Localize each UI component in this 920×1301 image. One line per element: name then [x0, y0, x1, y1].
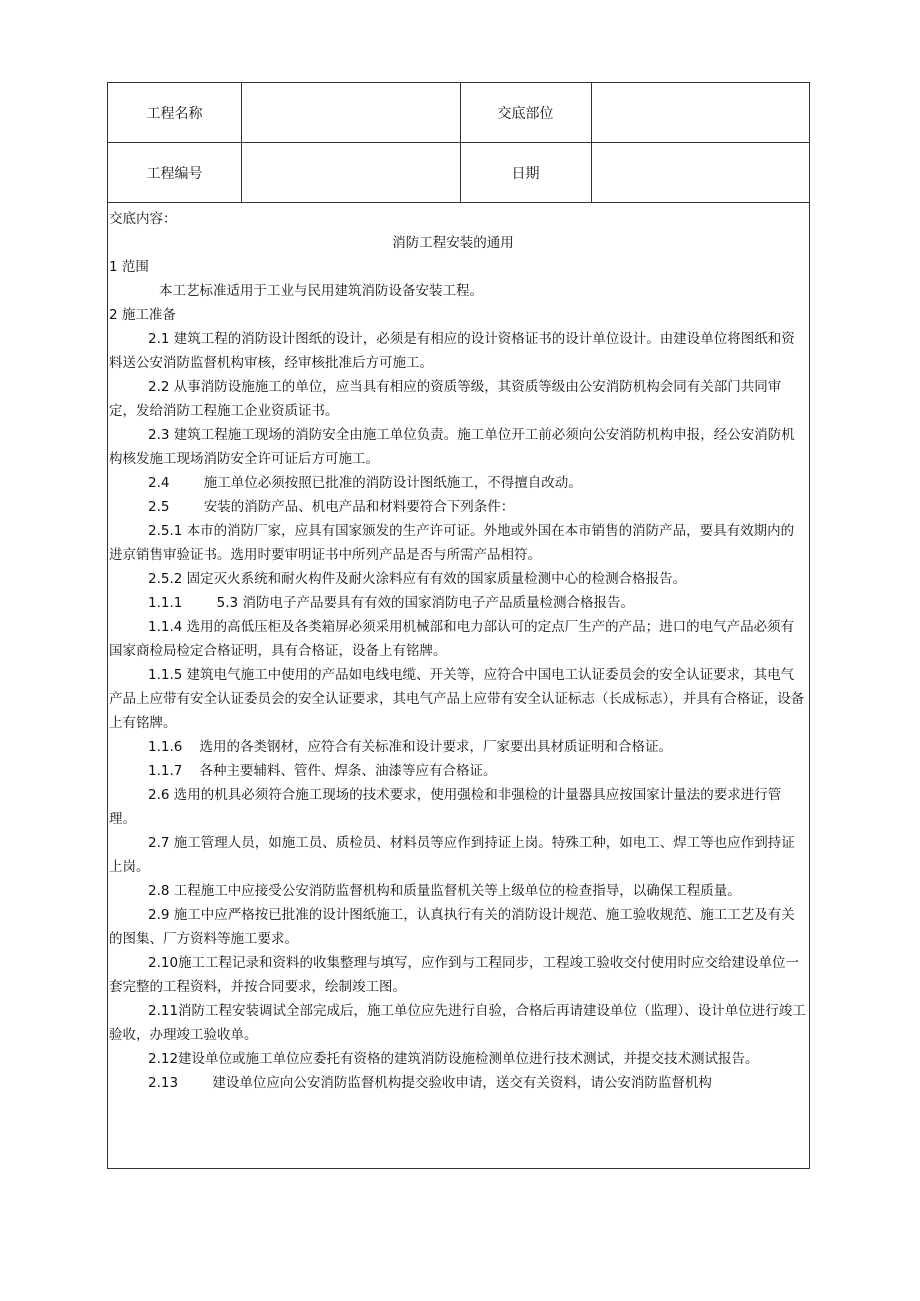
paragraph-2-6: 2.6 选用的机具必须符合施工现场的技术要求，使用强检和非强检的计量器具应按国家计量法的要求进行管理。 [109, 787, 782, 827]
paragraph-2-2: 2.2 从事消防设施施工的单位，应当具有相应的资质等级，其资质等级由公安消防机构会同有关部门共同审定，发给消防工程施工企业资质证书。 [109, 379, 782, 419]
paragraph-1-1-6: 1.1.6 选用的各类钢材，应符合有关标准和设计要求，厂家要出具材质证明和合格证。 [148, 739, 673, 755]
paragraph-2-11: 2.11消防工程安装调试全部完成后，施工单位应先进行自验，合格后再请建设单位（监理）、设计单位进行竣工验收，办理竣工验收单。 [109, 1003, 806, 1043]
paragraph-2-10: 2.10施工工程记录和资料的收集整理与填写，应作到与工程同步，工程竣工验收交付使用时应交给建设单位一套完整的工程资料，并按合同要求，绘制竣工图。 [109, 955, 800, 995]
paragraph-1-1-5: 1.1.5 建筑电气施工中使用的产品如电线电缆、开关等，应符合中国电工认证委员会的安全认证要求，其电气产品上应带有安全认证委员会的安全认证要求，其电气产品上应带有安全认证标志（长成标志），并具有合格证，设备上有铭牌。 [109, 667, 805, 731]
paragraph-2-13: 2.13 建设单位应向公安消防监督机构提交验收申请，送交有关资料，请公安消防监督机构 [148, 1075, 712, 1091]
divider [241, 83, 242, 202]
content-label: 交底内容： [109, 211, 177, 227]
paragraph-2-5-1: 2.5.1 本市的消防厂家，应具有国家颁发的生产许可证。外地或外国在本市销售的消防产品，要具有效期内的进京销售审验证书。选用时要审明证书中所列产品是否与所需产品相符。 [109, 523, 795, 563]
paragraph-2-3: 2.3 建筑工程施工现场的消防安全由施工单位负责。施工单位开工前必须向公安消防机构申报，经公安消防机构核发施工现场消防安全许可证后方可施工。 [109, 427, 795, 467]
section-2-heading: 2 施工准备 [109, 307, 176, 323]
paragraph-1-1-4: 1.1.4 选用的高低压柜及各类箱屏必须采用机械部和电力部认可的定点厂生产的产品；进口的电气产品必须有国家商检局检定合格证明，具有合格证，设备上有铭牌。 [109, 619, 795, 659]
header-row-2 [108, 143, 809, 203]
paragraph-2-7: 2.7 施工管理人员，如施工员、质检员、材料员等应作到持证上岗。特殊工种，如电工、焊工等也应作到持证上岗。 [109, 835, 795, 875]
section-1-text: 本工艺标准适用于工业与民用建筑消防设备安装工程。 [159, 283, 483, 299]
paragraph-2-9: 2.9 施工中应严格按已批准的设计图纸施工，认真执行有关的消防设计规范、施工验收规范、施工工艺及有关的图集、厂方资料等施工要求。 [109, 907, 795, 947]
paragraph-2-4: 2.4 施工单位必须按照已批准的消防设计图纸施工，不得擅自改动。 [148, 475, 582, 491]
section-1-heading: 1 范围 [109, 259, 149, 275]
project-number-value [241, 143, 460, 202]
paragraph-2-5: 2.5 安装的消防产品、机电产品和材料要符合下列条件： [148, 499, 515, 515]
paragraph-2-1: 2.1 建筑工程的消防设计图纸的设计，必须是有相应的设计资格证书的设计单位设计。由建设单位将图纸和资料送公安消防监督机构审核，经审核批准后方可施工。 [109, 331, 795, 371]
date-label: 日期 [511, 165, 540, 182]
document-title: 消防工程安装的通用 [392, 235, 514, 251]
project-name-label: 工程名称 [146, 105, 203, 122]
project-name-value [241, 83, 460, 142]
date-value [591, 143, 809, 202]
paragraph-2-5-2: 2.5.2 固定灭火系统和耐火构件及耐火涂料应有有效的国家质量检测中心的检测合格报告。 [148, 571, 687, 587]
header-row-1 [108, 83, 809, 143]
handover-content [108, 203, 809, 1095]
paragraph-2-8: 2.8 工程施工中应接受公安消防监督机构和质量监督机关等上级单位的检查指导，以确保工程质量。 [148, 883, 741, 899]
divider [460, 83, 461, 202]
paragraph-2-12: 2.12建设单位或施工单位应委托有资格的建筑消防设施检测单位进行技术测试，并提交技术测试报告。 [148, 1051, 759, 1067]
handover-form [107, 82, 810, 1169]
paragraph-1-1-1: 1.1.1 5.3 消防电子产品要具有有效的国家消防电子产品质量检测合格报告。 [148, 595, 634, 611]
project-number-label: 工程编号 [146, 165, 203, 182]
handover-part-label: 交底部位 [497, 105, 554, 122]
divider [591, 83, 592, 202]
paragraph-1-1-7: 1.1.7 各种主要辅料、管件、焊条、油漆等应有合格证。 [148, 763, 497, 779]
handover-part-value [591, 83, 809, 142]
